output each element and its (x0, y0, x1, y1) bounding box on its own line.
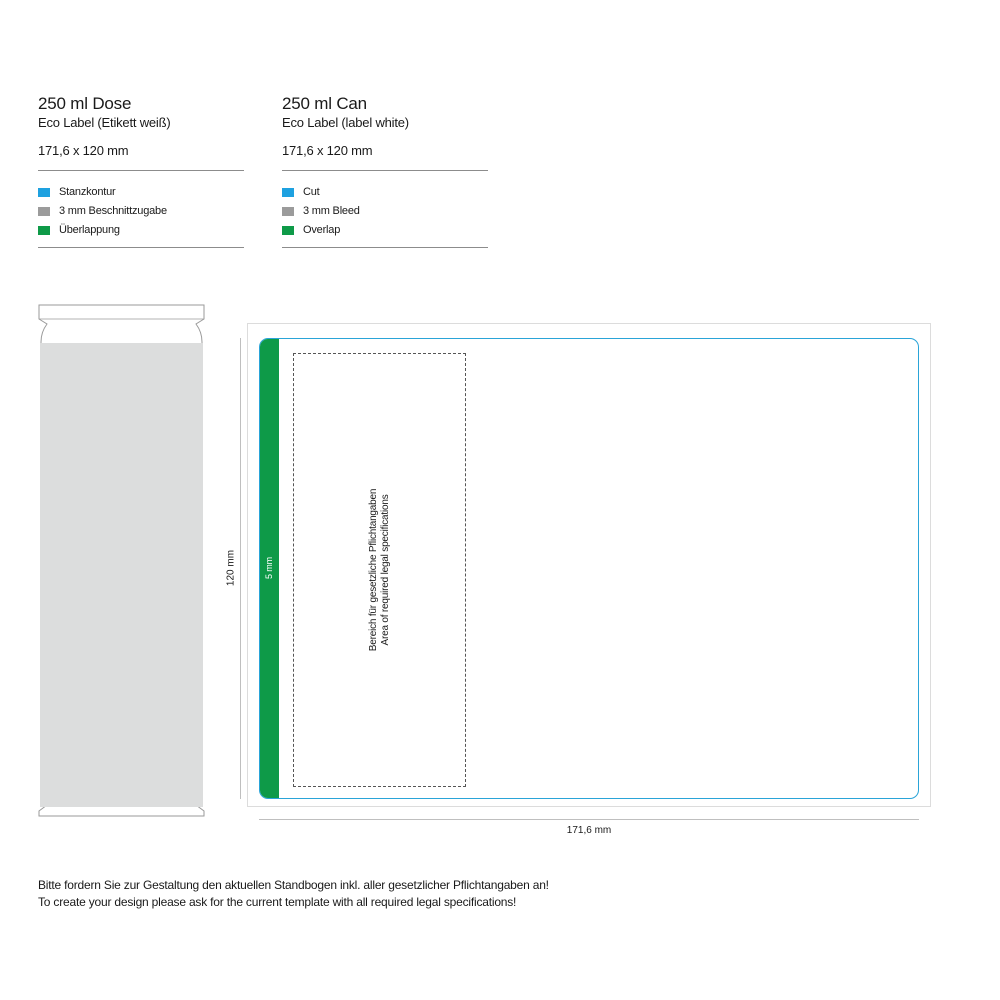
legend-item-overlap-en (282, 221, 488, 240)
english-divider-top (282, 170, 488, 171)
can-illustration (38, 304, 208, 820)
width-dimension-line (259, 819, 919, 820)
german-subtitle: Eco Label (Etikett weiß) (38, 115, 171, 130)
legal-spec-text-de: Bereich für gesetzliche Pflichtangaben (368, 488, 379, 652)
cut-swatch-icon (38, 188, 50, 197)
legend-label: Überlappung (59, 224, 120, 236)
legend-item-overlap-de (38, 221, 244, 240)
legend-label: 3 mm Beschnittzugabe (59, 205, 167, 217)
english-title: 250 ml Can (282, 94, 367, 113)
width-dimension-label: 171,6 mm (566, 825, 612, 836)
legend-item-bleed-en (282, 202, 488, 221)
height-dimension-label: 120 mm (225, 549, 237, 587)
english-dimensions: 171,6 x 120 mm (282, 143, 373, 158)
legend-item-cut-de (38, 183, 244, 202)
english-legend (282, 183, 488, 240)
legal-spec-text (368, 489, 392, 652)
german-divider-top (38, 170, 244, 171)
footer-line-en: To create your design please ask for the current template with all required legal specifications! (38, 895, 517, 909)
english-spec-column (282, 94, 488, 248)
cut-swatch-icon (282, 188, 294, 197)
german-divider-bottom (38, 247, 244, 248)
height-dimension-line (240, 338, 241, 799)
legal-spec-text-en: Area of required legal specifications (380, 494, 391, 646)
can-label-body (40, 343, 203, 807)
legend-label: Overlap (303, 224, 341, 236)
legend-label: Cut (303, 186, 320, 198)
german-spec-column (38, 94, 244, 248)
legend-item-bleed-de (38, 202, 244, 221)
footer-line-de: Bitte fordern Sie zur Gestaltung den aktuellen Standbogen inkl. aller gesetzlicher Pflichtangaben an! (38, 878, 549, 892)
legend-label: 3 mm Bleed (303, 205, 360, 217)
bleed-swatch-icon (38, 207, 50, 216)
german-legend (38, 183, 244, 240)
english-divider-bottom (282, 247, 488, 248)
overlap-swatch-icon (38, 226, 50, 235)
legend-item-cut-en (282, 183, 488, 202)
german-dimensions: 171,6 x 120 mm (38, 143, 129, 158)
english-subtitle: Eco Label (label white) (282, 115, 409, 130)
footer-note (38, 877, 549, 911)
overlap-swatch-icon (282, 226, 294, 235)
german-title: 250 ml Dose (38, 94, 132, 113)
overlap-width-label: 5 mm (264, 556, 274, 580)
bleed-swatch-icon (282, 207, 294, 216)
legend-label: Stanzkontur (59, 186, 116, 198)
